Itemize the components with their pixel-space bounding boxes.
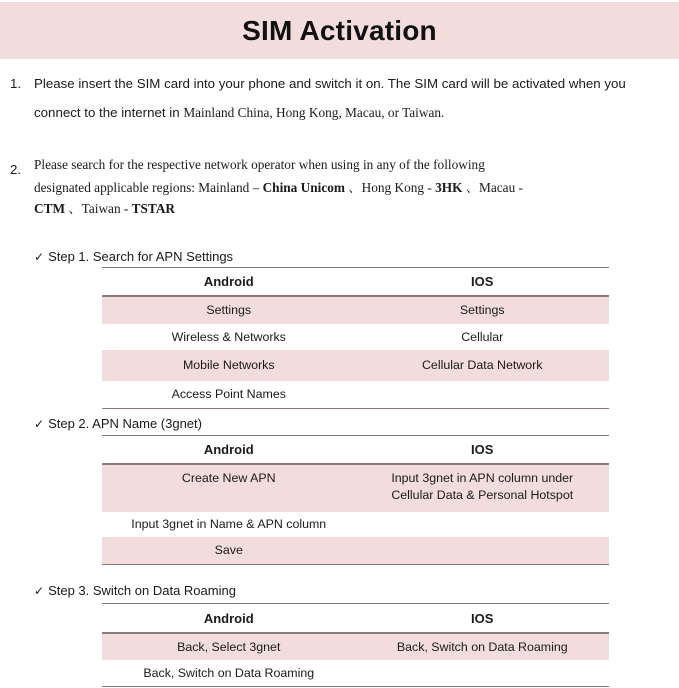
t: 、Taiwan - [65,201,132,216]
cell: Input 3gnet in Name & APN column [131,517,327,531]
cell: Access Point Names [171,387,286,401]
cell-line: Cellular Data & Personal Hotspot [391,488,574,502]
item-number: 2. [10,162,22,177]
operator-tstar: TSTAR [131,201,176,216]
cell: Cellular [461,329,504,344]
table-header [102,268,609,297]
checkmark-icon: ✓ [34,584,45,598]
cell: Back, Select 3gnet [177,639,281,654]
t: 、Hong Kong - [344,180,436,195]
t: 、Macau - [462,180,523,195]
step-title: Step 3. Switch on Data Roaming [48,583,236,598]
table-row [102,634,609,660]
cell [356,470,610,512]
step-2-table [102,435,609,565]
header-ios: IOS [471,442,494,457]
cell: Mobile Networks [182,358,275,372]
t: designated applicable regions: Mainland – [34,180,263,195]
instruction-2-line1: Please search for the respective network operator when using in any of the following [34,157,485,172]
table-row [102,465,609,512]
instruction-2-line2 [34,177,523,196]
table-row [102,660,609,686]
step-title: Step 2. APN Name (3gnet) [48,416,202,431]
cell: Settings [459,303,505,317]
table-row [102,537,609,564]
regions-text: Mainland China, Hong Kong, Macau, or Taiwan. [183,105,445,120]
instruction-1-line2 [34,105,444,121]
header-android: Android [203,442,254,457]
step-3-table [102,603,609,687]
cell: Settings [206,303,252,317]
header-android: Android [203,610,254,626]
instruction-1-line1: Please insert the SIM card into your phone and switch it on. The SIM card will be activated when you [34,76,626,91]
table-header [102,436,609,465]
cell-line: Input 3gnet in APN column under [391,471,574,485]
cell: Back, Switch on Data Roaming [396,639,568,654]
step-title: Step 1. Search for APN Settings [48,249,234,264]
step-1-table [102,267,609,409]
checkmark-icon: ✓ [34,250,45,264]
cell: Cellular Data Network [421,358,543,372]
operator-china-unicom: China Unicom [262,180,345,195]
step-2-label [34,416,202,431]
page-title: SIM Activation [242,14,437,46]
instruction-2-line3 [34,198,175,217]
title-banner [0,2,679,59]
cell: Save [214,543,243,557]
cell: Wireless & Networks [171,329,286,344]
table-header [102,604,609,634]
table-row [102,381,609,408]
item-number: 1. [10,76,22,91]
step-1-label [34,249,233,264]
operator-3hk: 3HK [435,180,463,195]
table-row [102,297,609,324]
table-row [102,350,609,381]
line2-text: connect to the internet in [34,105,184,120]
table-row [102,324,609,350]
operator-ctm: CTM [34,201,66,216]
step-3-label [34,583,236,598]
checkmark-icon: ✓ [34,417,45,431]
header-ios: IOS [471,274,494,289]
header-android: Android [203,274,254,289]
cell: Create New APN [181,471,276,485]
cell: Back, Switch on Data Roaming [143,665,315,680]
header-ios: IOS [471,610,494,626]
table-row [102,512,609,537]
